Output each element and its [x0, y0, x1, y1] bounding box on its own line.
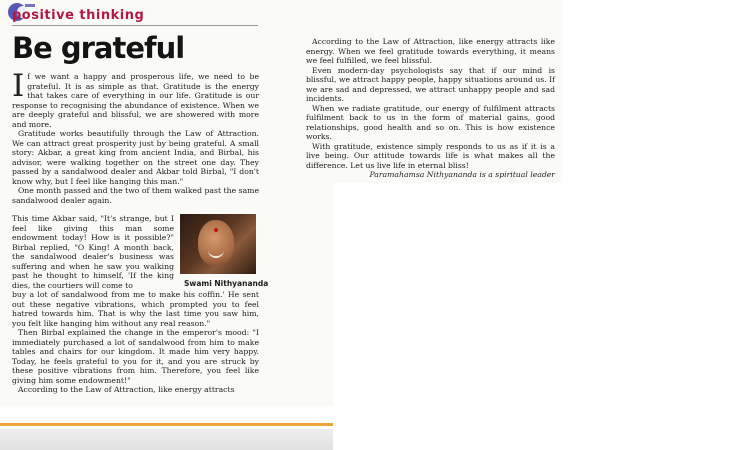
footer-stripe-orange: [0, 423, 333, 426]
column-1-top: [12, 68, 259, 205]
paragraph-coffin: buy a lot of sandalwood from me to make his coffin.' He sent out these negative vibrations, which prompted you to feel hatred towards him. That is why the last time you saw him, you felt like hanging him without any real reason.": [12, 290, 259, 328]
intro-paragraph: f we want a happy and prosperous life, we need to be grateful. It is as simple as that. Gratitude is the energy that takes care of everything in our life. Gratitude is our response to recognising the abundance of existence. When we are deeply grateful and blissful, we are showered with more and more.: [12, 72, 259, 129]
column-2: [306, 37, 555, 180]
bindi-dot: [214, 228, 218, 232]
paragraph-law-of-attraction: Gratitude works beautifully through the Law of Attraction. We can attract great prosperity just by being grateful. A small story: Akbar, a great king from ancient India, and Birbal, his advisor, were walking together on the street one day. They passed by a sandalwood dealer and Akbar told Birbal, "I don't know why, but I feel like hanging this man.": [12, 129, 259, 186]
paragraph-radiate-gratitude: When we radiate gratitude, our energy of fulfilment attracts fulfilment back to us in the form of material gains, good relationships, good health and so on. This is how existence works.: [306, 103, 555, 141]
paragraph-like-energy: According to the Law of Attraction, like energy attracts like energy. When we feel gratitude towards everything, it means we feel fulfilled, we feel blissful.: [306, 37, 555, 65]
photo-caption: Swami Nithyananda: [184, 279, 269, 288]
section-kicker: positive thinking: [12, 8, 145, 23]
paragraph-month-passed: One month passed and the two of them walked past the same sandalwood dealer again.: [12, 186, 259, 205]
kicker-rule: [12, 25, 258, 26]
paragraph-continued: According to the Law of Attraction, like energy attracts: [18, 385, 235, 394]
portrait-smile: [208, 250, 224, 258]
portrait-face: [198, 220, 234, 266]
paragraph-psychologists: Even modern-day psychologists say that if our mind is blissful, we attract happy people, happy situations around us. If we are sad and depressed, we attract unhappy people and sad incidents.: [306, 65, 555, 103]
author-byline: Paramahamsa Nithyananda is a spiritual leader: [369, 170, 555, 179]
paragraph-akbar-said: This time Akbar said, "It's strange, but I feel like giving this man some endowment today! How is it possible?" Birbal replied, "O King! A month back, the sandalwood dealer's business was suffering and when he saw you walking past he thought to himself, 'If the king dies, the courtiers will come to: [12, 214, 174, 290]
article-headline: Be grateful: [12, 31, 185, 65]
drop-cap: I: [12, 68, 25, 104]
author-photo: [180, 214, 256, 274]
paragraph-existence-responds: With gratitude, existence simply responds to us as if it is a live being. Our attitude towards life is what makes all the difference. Let us live life in eternal bliss!: [306, 141, 555, 170]
paragraph-birbal-explained: Then Birbal explained the change in the emperor's mood: "I immediately purchased a lot of sandalwood from him to make tables and chairs for our kingdom. It made him very happy. Today, he feels grateful to you for it, and you are struck by these positive vibrations from him. Therefore, you feel like giving him some endowment!": [12, 328, 259, 385]
column-1-bottom: [12, 290, 259, 395]
footer-stripe-grey: [0, 429, 333, 450]
column-1-beside-photo: [12, 214, 174, 290]
